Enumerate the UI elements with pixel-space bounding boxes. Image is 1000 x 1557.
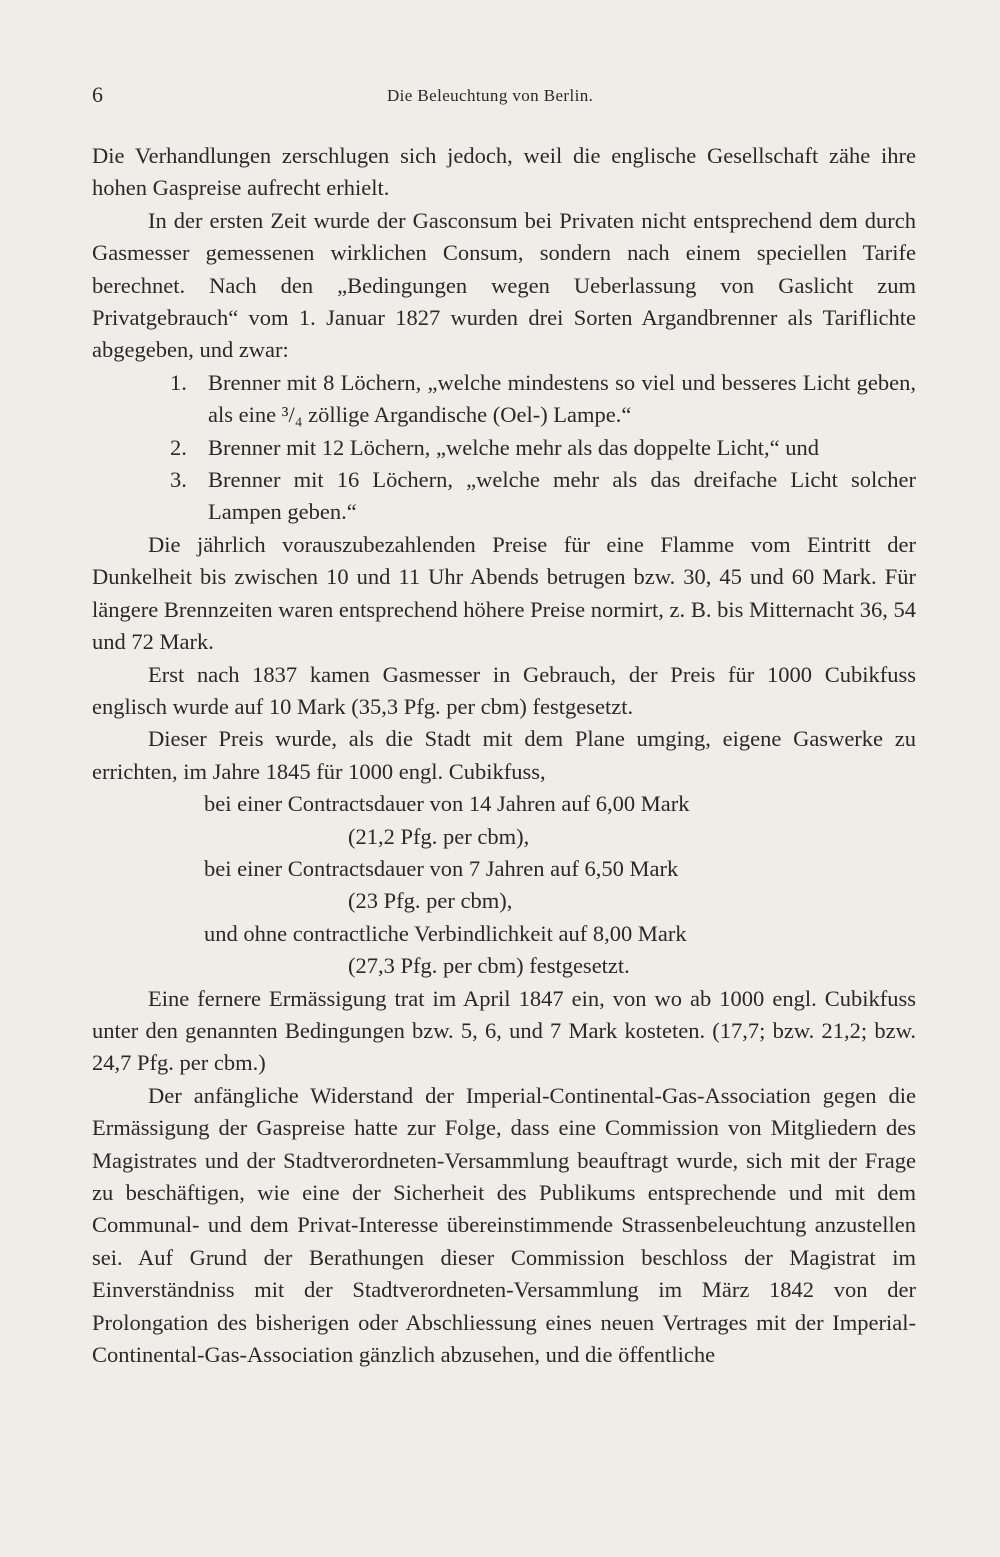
paragraph: Dieser Preis wurde, als die Stadt mit dem Plane umging, eigene Gaswerke zu errichten, im Jahre 1845 für 1000 engl. Cubikfuss, bbox=[92, 726, 916, 784]
price-subline: (21,2 Pfg. per cbm), bbox=[348, 823, 530, 849]
running-title: Die Beleuchtung von Berlin. bbox=[387, 86, 594, 105]
list-text: Brenner mit 16 Löchern, „welche mehr als das dreifache Licht solcher Lampen geben.“ bbox=[208, 467, 916, 525]
paragraph: Die Verhandlungen zerschlugen sich jedoch, weil die englische Gesellschaft zähe ihre hohen Gaspreise aufrecht erhielt. bbox=[92, 143, 916, 201]
list-item bbox=[170, 432, 916, 464]
price-line: und ohne contractliche Verbindlichkeit auf 8,00 Mark bbox=[204, 920, 687, 946]
list-item bbox=[170, 367, 916, 432]
page-header bbox=[92, 82, 632, 112]
paragraph: Erst nach 1837 kamen Gasmesser in Gebrauch, der Preis für 1000 Cubikfuss englisch wurde auf 10 Mark (35,3 Pfg. per cbm) festgesetzt. bbox=[92, 661, 916, 719]
page-number: 6 bbox=[92, 82, 103, 107]
paragraph: Die jährlich vorauszubezahlenden Preise für eine Flamme vom Eintritt der Dunkelheit bis zwischen 10 und 11 Uhr Abends betrugen bzw. 30, 45 und 60 Mark. Für längere Brennzeiten waren entsprechend höhere Preise normirt, z. B. bis Mitternacht 36, 54 und 72 Mark. bbox=[92, 531, 916, 655]
paragraph: In der ersten Zeit wurde der Gasconsum bei Privaten nicht entsprechend dem durch Gasmesser gemessenen wirklichen Consum, sondern nach einem speciellen Tarife berechnet. Nach den „Bedingungen wegen Ueberlassung von Gaslicht zum Privatgebrauch“ vom 1. Januar 1827 wurden drei Sorten Argandbrenner als Tariflichte abgegeben, und zwar: bbox=[92, 207, 916, 363]
list-item bbox=[170, 464, 916, 529]
price-line: bei einer Contractsdauer von 7 Jahren auf 6,50 Mark bbox=[204, 855, 679, 881]
list-text: Brenner mit 8 Löchern, „welche mindestens so viel und besseres Licht geben, als eine ³/₄ zöllige Argandische (Oel-) Lampe.“ bbox=[208, 369, 916, 428]
burner-list bbox=[170, 367, 916, 529]
price-block bbox=[204, 788, 784, 982]
paragraph: Eine fernere Ermässigung trat im April 1847 ein, von wo ab 1000 engl. Cubikfuss unter den genannten Bedingungen bzw. 5, 6, und 7 Mark kosteten. (17,7; bzw. 21,2; bzw. 24,7 Pfg. per cbm.) bbox=[92, 985, 916, 1076]
paragraph: Der anfängliche Widerstand der Imperial-Continental-Gas-Association gegen die Ermässigung der Gaspreise hatte zur Folge, dass eine Commission von Mitgliedern des Magistrates und der Stadtverordneten-Versammlung beauftragt wurde, sich mit der Frage zu beschäftigen, wie eine der Sicherheit des Publikums entsprechende und mit dem Communal- und dem Privat-Interesse übereinstimmende Strassenbeleuchtung anzustellen sei. Auf Grund der Berathungen dieser Commission beschloss der Magistrat im Einverständniss mit der Stadtverordneten-Versammlung im März 1842 von der Prolongation des bisherigen oder Abschliessung eines neuen Vertrages mit der Imperial-Continental-Gas-Association gänzlich abzusehen, und die öffentliche bbox=[92, 1082, 916, 1368]
list-number: 1. bbox=[170, 369, 187, 395]
price-line: bei einer Contractsdauer von 14 Jahren auf 6,00 Mark bbox=[204, 791, 690, 817]
price-subline: (23 Pfg. per cbm), bbox=[348, 888, 513, 914]
body-text bbox=[92, 140, 916, 1371]
list-text: Brenner mit 12 Löchern, „welche mehr als das doppelte Licht,“ und bbox=[208, 434, 820, 460]
list-number: 2. bbox=[170, 434, 187, 460]
list-number: 3. bbox=[170, 467, 187, 493]
price-subline: (27,3 Pfg. per cbm) festgesetzt. bbox=[348, 953, 630, 979]
